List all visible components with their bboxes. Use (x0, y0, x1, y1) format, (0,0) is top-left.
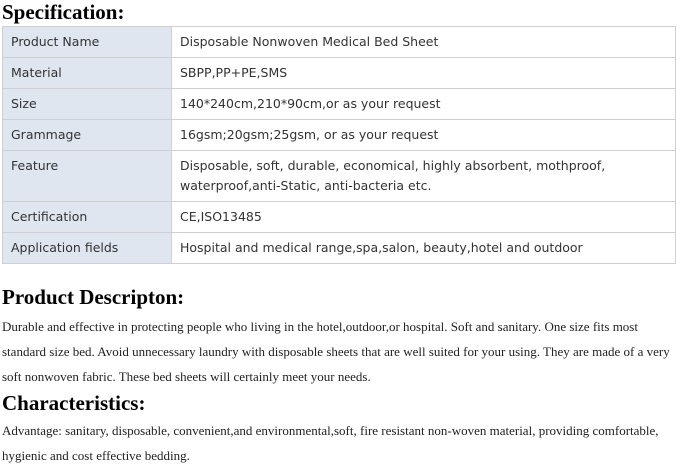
row-value: 140*240cm,210*90cm,or as your request (172, 89, 676, 120)
table-row (3, 151, 676, 202)
table-row (3, 120, 676, 151)
specification-heading: Specification: (2, 0, 125, 24)
table-row (3, 89, 676, 120)
row-label: Certification (3, 202, 172, 233)
row-label: Material (3, 58, 172, 89)
row-value: 16gsm;20gsm;25gsm, or as your request (172, 120, 676, 151)
product-description-heading: Product Descripton: (2, 285, 185, 309)
row-value: CE,ISO13485 (172, 202, 676, 233)
characteristics-text: Advantage: sanitary, disposable, convenient,and environmental,soft, fire resistant non-woven material, providing comfortable, hygienic and cost effective bedding. (2, 423, 659, 463)
row-label: Product Name (3, 27, 172, 58)
row-label: Application fields (3, 233, 172, 264)
row-label: Size (3, 89, 172, 120)
specification-table (2, 26, 676, 264)
row-label: Feature (3, 151, 172, 202)
row-value: Disposable Nonwoven Medical Bed Sheet (172, 27, 676, 58)
table-row (3, 233, 676, 264)
characteristics-heading: Characteristics: (2, 391, 146, 415)
row-label: Grammage (3, 120, 172, 151)
row-value: Hospital and medical range,spa,salon, beauty,hotel and outdoor (172, 233, 676, 264)
table-row (3, 27, 676, 58)
row-value: Disposable, soft, durable, economical, highly absorbent, mothproof, waterproof,anti-Static, anti-bacteria etc. (172, 151, 676, 202)
row-value: SBPP,PP+PE,SMS (172, 58, 676, 89)
table-row (3, 58, 676, 89)
product-description-text: Durable and effective in protecting people who living in the hotel,outdoor,or hospital. Soft and sanitary. One size fits most standard size bed. Avoid unnecessary laundry with disposable sheets that are well suited for your using. They are made of a very soft nonwoven fabric. These bed sheets will certainly meet your needs. (2, 319, 670, 384)
table-row (3, 202, 676, 233)
